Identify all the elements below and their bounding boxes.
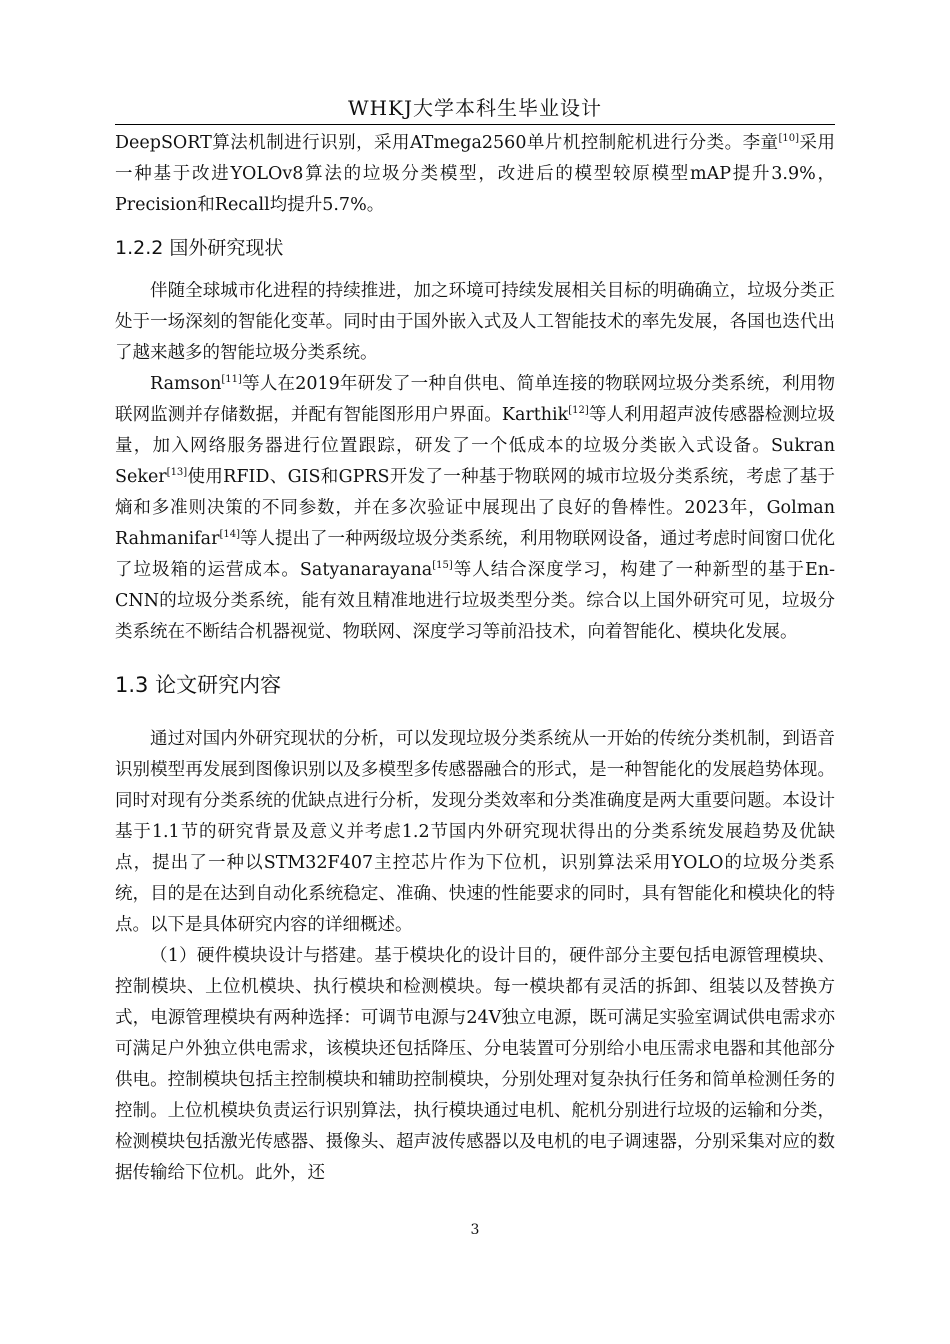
citation-14: [14]	[219, 529, 240, 541]
citation-15: [15]	[432, 560, 453, 572]
section-heading-1-3: 1.3 论文研究内容	[115, 673, 282, 697]
paragraph-intro-foreign: 伴随全球城市化进程的持续推进，加之环境可持续发展相关目标的明确确立，垃圾分类正处于一场深刻的智能化变革。同时由于国外嵌入式及人工智能技术的率先发展，各国也迭代出了越来越多的智能垃圾分类系统。	[115, 281, 835, 363]
citation-11: [11]	[221, 374, 242, 386]
paragraph-continued: DeepSORT算法机制进行识别，采用ATmega2560单片机控制舵机进行分类。李童[10]采用一种基于改进YOLOv8算法的垃圾分类模型，改进后的模型较原模型mAP提升3.9%，Precision和Recall均提升5.7%。	[115, 133, 836, 215]
page-number: 3	[470, 1222, 480, 1238]
paragraph-hardware-design: （1）硬件模块设计与搭建。基于模块化的设计目的，硬件部分主要包括电源管理模块、控制模块、上位机模块、执行模块和检测模块。每一模块都有灵活的拆卸、组装以及替换方式，电源管理模块有两种选择：可调节电源与24V独立电源，既可满足实验室调试供电需求亦可满足户外独立供电需求，该模块还包括降压、分电装置可分别给小电压需求电器和其他部分供电。控制模块包括主控制模块和辅助控制模块，分别处理对复杂执行任务和简单检测任务的控制。上位机模块负责运行识别算法，执行模块通过电机、舵机分别进行垃圾的运输和分类，检测模块包括激光传感器、摄像头、超声波传感器以及电机的电子调速器，分别采集对应的数据传输给下位机。此外，还	[115, 946, 835, 1183]
header-rule	[115, 124, 835, 125]
paragraph-foreign-works: Ramson[11]等人在2019年研发了一种自供电、简单连接的物联网垃圾分类系统，利用物联网监测并存储数据，并配有智能图形用户界面。Karthik[12]等人利用超声波传感器检测垃圾量，加入网络服务器进行位置跟踪，研发了一个低成本的垃圾分类嵌入式设备。Sukran Seker[13]使用RFID、GIS和GPRS开发了一种基于物联网的城市垃圾分类系统，考虑了基于熵和多准则决策的不同参数，并在多次验证中展现出了良好的鲁棒性。2023年，Golman Rahmanifar[14]等人提出了一种两级垃圾分类系统，利用物联网设备，通过考虑时间窗口优化了垃圾箱的运营成本。Satyanarayana[15]等人结合深度学习，构建了一种新型的基于En-CNN的垃圾分类系统，能有效且精准地进行垃圾类型分类。综合以上国外研究可见，垃圾分类系统在不断结合机器视觉、物联网、深度学习等前沿技术，向着智能化、模块化发展。	[115, 374, 835, 642]
citation-10: [10]	[778, 133, 800, 145]
page-body	[115, 128, 835, 1189]
citation-13: [13]	[166, 467, 188, 479]
citation-12: [12]	[568, 405, 589, 417]
section-heading-1-2-2: 1.2.2 国外研究现状	[115, 237, 284, 259]
paragraph-research-overview: 通过对国内外研究现状的分析，可以发现垃圾分类系统从一开始的传统分类机制，到语音识别模型再发展到图像识别以及多模型多传感器融合的形式，是一种智能化的发展趋势体现。同时对现有分类系统的优缺点进行分析，发现分类效率和分类准确度是两大重要问题。本设计基于1.1节的研究背景及意义并考虑1.2节国内外研究现状得出的分类系统发展趋势及优缺点，提出了一种以STM32F407主控芯片作为下位机，识别算法采用YOLO的垃圾分类系统，目的是在达到自动化系统稳定、准确、快速的性能要求的同时，具有智能化和模块化的特点。以下是具体研究内容的详细概述。	[115, 729, 835, 935]
page-header: WHKJ大学本科生毕业设计	[348, 96, 602, 120]
